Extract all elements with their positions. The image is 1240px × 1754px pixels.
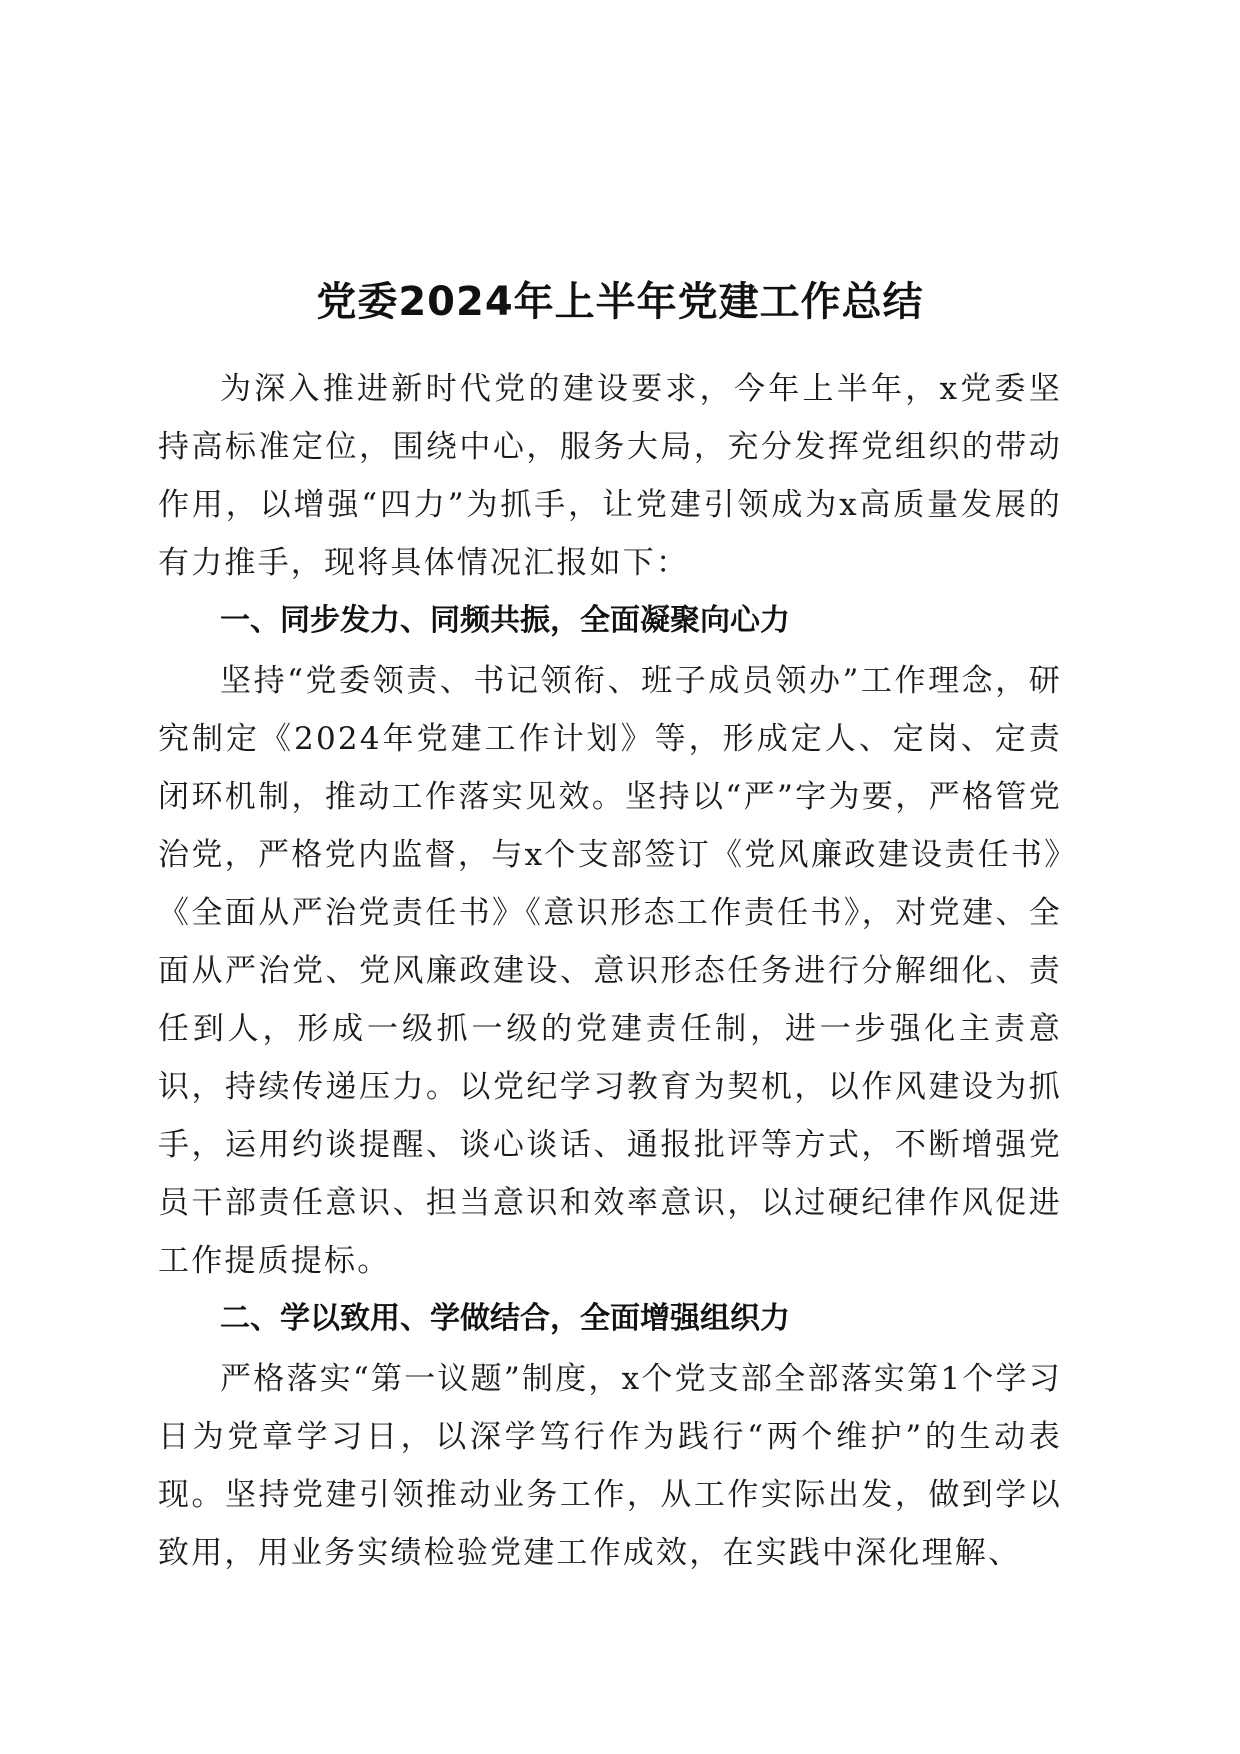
intro-paragraph: 为深入推进新时代党的建设要求，今年上半年，x党委坚持高标准定位，围绕中心，服务大局，充分发挥党组织的带动作用，以增强“四力”为抓手，让党建引领成为x高质量发展的有力推手，现将具体情况汇报如下：: [158, 371, 1062, 581]
section-1-paragraph: 坚持“党委领责、书记领衔、班子成员领办”工作理念，研究制定《2024年党建工作计划》等，形成定人、定岗、定责闭环机制，推动工作落实见效。坚持以“严”字为要，严格管党治党，严格党内监督，与x个支部签订《党风廉政建设责任书》《全面从严治党责任书》《意识形态工作责任书》，对党建、全面从严治党、党风廉政建设、意识形态任务进行分解细化、责任到人，形成一级抓一级的党建责任制，进一步强化主责意识，持续传递压力。以党纪学习教育为契机，以作风建设为抓手，运用约谈提醒、谈心谈话、通报批评等方式，不断增强党员干部责任意识、担当意识和效率意识，以过硬纪律作风促进工作提质提标。: [158, 663, 1062, 1279]
section-2-paragraph: 严格落实“第一议题”制度，x个党支部全部落实第1个学习日为党章学习日，以深学笃行作为践行“两个维护”的生动表现。坚持党建引领推动业务工作，从工作实际出发，做到学以致用，用业务实绩检验党建工作成效，在实践中深化理解、: [158, 1361, 1062, 1571]
section-heading-1: 一、同步发力、同频共振，全面凝聚向心力: [220, 603, 790, 638]
document-title: 党委2024年上半年党建工作总结: [316, 279, 924, 325]
section-heading-2: 二、学以致用、学做结合，全面增强组织力: [220, 1301, 790, 1336]
